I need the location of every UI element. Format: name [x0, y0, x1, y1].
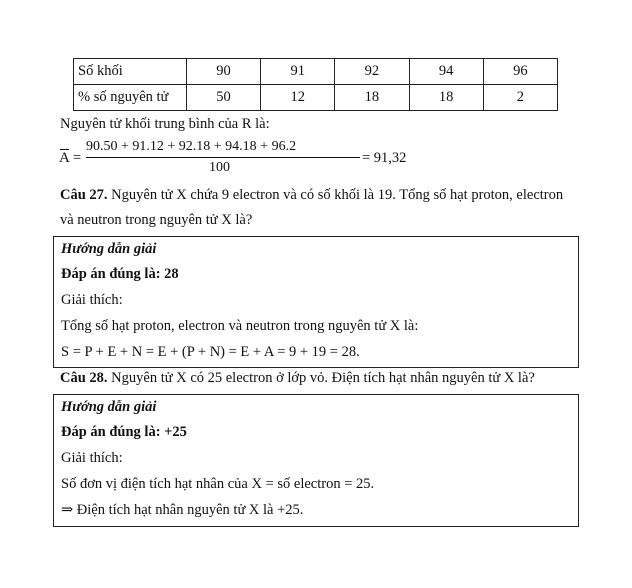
mass-number-table	[73, 58, 558, 111]
explain-line-2: S = P + E + N = E + (P + N) = E + A = 9 + 19 = 28.	[61, 344, 360, 360]
solution-box-27	[53, 236, 579, 368]
table-cell: 18	[409, 85, 483, 111]
explain-label: Giải thích:	[61, 292, 123, 308]
table-cell: 50	[186, 85, 260, 111]
question-28	[60, 370, 535, 387]
intro-line: Nguyên tử khối trung bình của R là:	[60, 116, 270, 132]
formula-symbol: A	[59, 150, 70, 166]
explain-label: Giải thích:	[61, 450, 123, 466]
answer-text: Đáp án đúng là: 28	[61, 266, 179, 282]
row-label-mass-number: Số khối	[74, 59, 187, 85]
fraction-bar	[86, 157, 360, 158]
question-28-text: Nguyên tử X có 25 electron ở lớp vỏ. Điện tích hạt nhân nguyên tử X là?	[107, 370, 535, 386]
answer-line	[61, 266, 179, 283]
table-cell: 92	[335, 59, 409, 85]
table-row	[74, 59, 558, 85]
table-cell: 12	[261, 85, 335, 111]
table-cell: 90	[186, 59, 260, 85]
explain-line-1: Tổng số hạt proton, electron và neutron trong nguyên tử X là:	[61, 318, 419, 334]
table-cell: 91	[261, 59, 335, 85]
question-27	[60, 187, 563, 204]
formula-numerator: 90.50 + 91.12 + 92.18 + 94.18 + 96.2	[86, 139, 297, 154]
table-cell: 96	[483, 59, 557, 85]
question-28-label: Câu 28.	[60, 370, 108, 386]
formula-equals: =	[73, 150, 82, 166]
answer-line	[61, 424, 187, 441]
solution-heading: Hướng dẫn giải	[61, 241, 157, 257]
row-label-percent: % số nguyên tử	[74, 85, 187, 111]
solution-box-28	[53, 394, 579, 527]
question-27-text-1: Nguyên tử X chứa 9 electron và có số khối là 19. Tổng số hạt proton, electron	[107, 187, 564, 203]
explain-line-1: Số đơn vị điện tích hạt nhân của X = số electron = 25.	[61, 476, 375, 492]
formula-denominator: 100	[209, 160, 230, 175]
question-27-label: Câu 27.	[60, 187, 108, 203]
table-cell: 18	[335, 85, 409, 111]
table-cell: 94	[409, 59, 483, 85]
solution-heading: Hướng dẫn giải	[61, 399, 157, 415]
explain-line-2: ⇒ Điện tích hạt nhân nguyên tử X là +25.	[61, 502, 304, 518]
question-27-text-2: và neutron trong nguyên tử X là?	[60, 212, 253, 228]
answer-text: Đáp án đúng là: +25	[61, 424, 187, 440]
table-cell: 2	[483, 85, 557, 111]
table-row	[74, 85, 558, 111]
formula-result: = 91,32	[362, 150, 407, 166]
